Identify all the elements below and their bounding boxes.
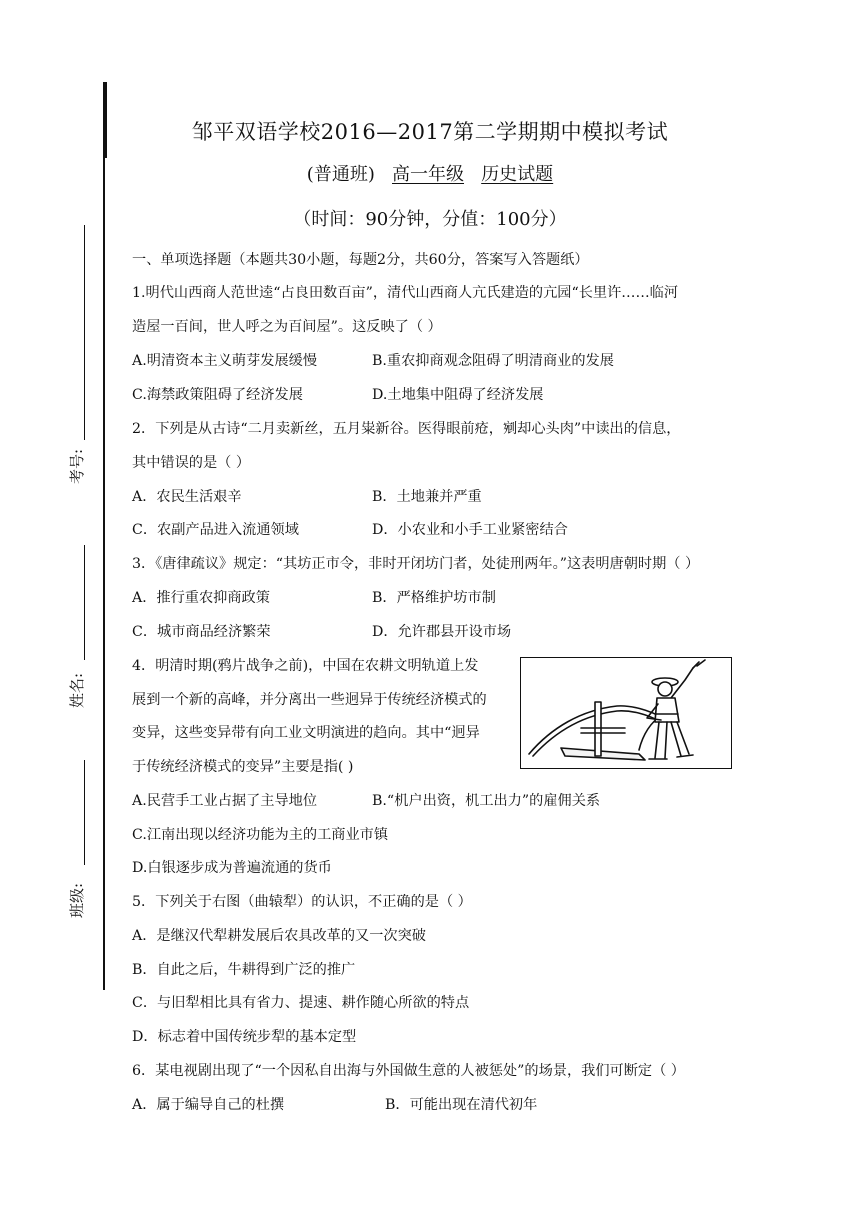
curved-plough-figure: [520, 657, 732, 769]
option-d: D．允许郡县开设市场: [372, 624, 512, 640]
binding-margin-line: [103, 158, 105, 990]
question-stem-line: 造屋一百间，世人呼之为百间屋”。这反映了（ ）: [132, 319, 442, 335]
question-stem-line: 于传统经济模式的变异”主要是指( ): [132, 759, 354, 775]
class-line[interactable]: [84, 760, 85, 865]
option-b: B．可能出现在清代初年: [385, 1097, 538, 1113]
option-b: B．自此之后，牛耕得到广泛的推广: [132, 962, 356, 978]
name-label: 姓名:: [68, 672, 86, 708]
time-score: （时间：90分钟，分值：100分）: [293, 209, 567, 230]
question-stem-line: 2．下列是从古诗“二月卖新丝，五月粜新谷。医得眼前疮，剜却心头肉”中读出的信息，: [132, 421, 681, 437]
question-stem-line: 5．下列关于右图（曲辕犁）的认识，不正确的是（ ）: [132, 894, 472, 910]
option-c: C．城市商品经济繁荣: [132, 624, 271, 640]
option-c: C．农副产品进入流通领域: [132, 522, 299, 538]
question-stem-line: 6．某电视剧出现了“一个因私自出海与外国做生意的人被惩处”的场景，我们可断定（ ）: [132, 1063, 685, 1079]
question-stem-line: 展到一个新的高峰，并分离出一些迥异于传统经济模式的: [132, 692, 487, 708]
exam-number-line[interactable]: [84, 225, 85, 440]
option-c: C.海禁政策阻碍了经济发展: [132, 387, 303, 403]
option-d: D．小农业和小手工业紧密结合: [372, 522, 568, 538]
option-a: A.明清资本主义萌芽发展缓慢: [132, 353, 318, 369]
subject: 历史试题: [481, 164, 554, 185]
option-b: B．土地兼并严重: [372, 489, 482, 505]
page-title: 邹平双语学校2016—2017第二学期期中模拟考试: [191, 120, 669, 144]
option-b: B.“机户出资，机工出力”的雇佣关系: [372, 793, 601, 809]
option-a: A．属于编导自己的杜撰: [132, 1097, 285, 1113]
option-c: C．与旧犁相比具有省力、提速、耕作随心所欲的特点: [132, 995, 470, 1011]
name-line[interactable]: [84, 545, 85, 660]
option-b: B．严格维护坊市制: [372, 590, 496, 606]
question-stem-line: 变异，这些变异带有向工业文明演进的趋向。其中“迥异: [132, 725, 480, 741]
question-stem-line: 1.明代山西商人范世逵“占良田数百亩”，清代山西商人亢氏建造的亢园“长里许……临河: [132, 285, 679, 301]
option-a: A．推行重农抑商政策: [132, 590, 270, 606]
option-b: B.重农抑商观念阻碍了明清商业的发展: [372, 353, 614, 369]
class-label: 班级:: [68, 882, 86, 918]
option-d: D．标志着中国传统步犁的基本定型: [132, 1029, 357, 1045]
option-d: D.白银逐步成为普遍流通的货币: [132, 860, 332, 876]
option-d: D.土地集中阻碍了经济发展: [372, 387, 544, 403]
exam-number-label: 考号:: [68, 448, 86, 484]
option-a: A．农民生活艰辛: [132, 489, 242, 505]
question-stem-line: 其中错误的是（ ）: [132, 455, 251, 471]
class-type: (普通班): [306, 164, 375, 185]
option-c: C.江南出现以经济功能为主的工商业市镇: [132, 827, 389, 843]
option-a: A．是继汉代犁耕发展后农具改革的又一次突破: [132, 928, 426, 944]
question-stem-line: 4．明清时期(鸦片战争之前)，中国在农耕文明轨道上发: [132, 658, 479, 674]
section-heading: 一、单项选择题（本题共30小题，每题2分，共60分，答案写入答题纸）: [132, 252, 589, 268]
exam-subtitle: [0, 160, 860, 186]
grade: 高一年级: [392, 164, 465, 185]
curved-plough-illustration: [521, 658, 731, 768]
question-stem-line: 3．《唐律疏议》规定：“其坊正市令，非时开闭坊门者，处徒刑两年。”这表明唐朝时期（ ）: [132, 556, 700, 572]
option-a: A.民营手工业占据了主导地位: [132, 793, 318, 809]
